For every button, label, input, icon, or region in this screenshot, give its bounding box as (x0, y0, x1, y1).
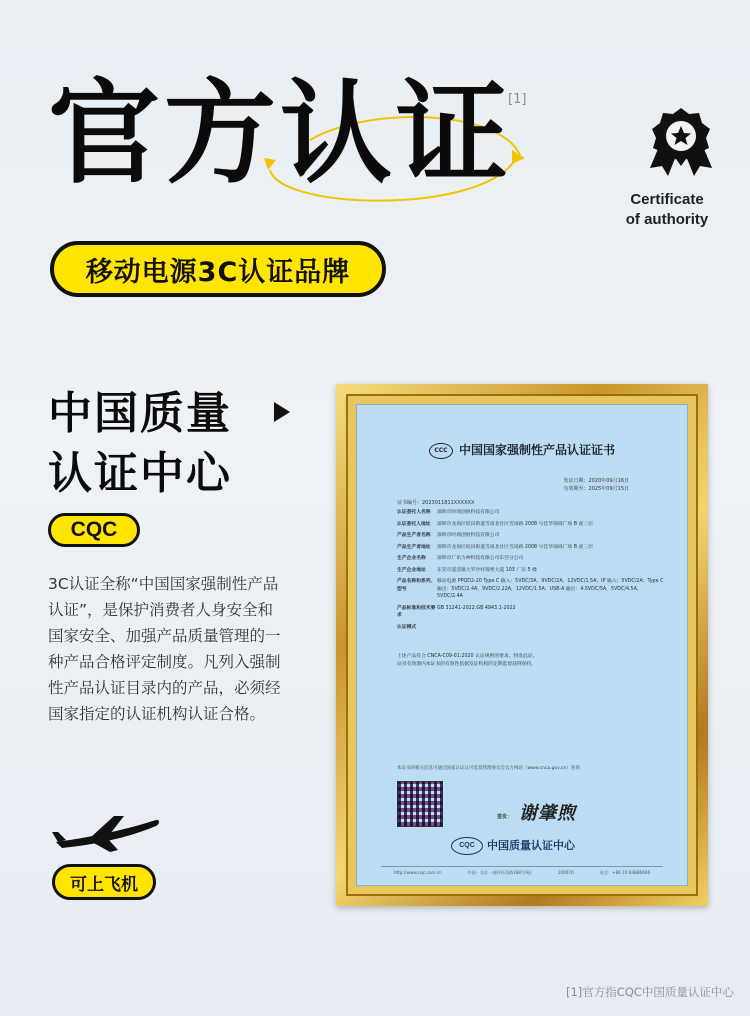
footer-address: 中国 · 北京 · 南四环西路188号9区 (467, 870, 533, 875)
ccc-logo-icon: CCC (429, 443, 453, 459)
brand-certification-pill: 移动电源3C认证品牌 (50, 241, 386, 297)
footer-phone: 电话：+86 10 83886666 (599, 870, 651, 875)
expiry-date: 有效期至：2025年09月15日 (563, 486, 629, 492)
certificate-field: 生产企业地址 东莞市道滘镇大罗沙村锦秀大道 103 厂房 5 楼 (397, 567, 537, 573)
title-reference-marker: [1] (508, 92, 527, 107)
certificate-field: 认证模式 (397, 624, 417, 630)
airplane-icon (52, 812, 162, 854)
cqc-seal-text: 中国质量认证中心 (487, 839, 575, 852)
certificate-footer (381, 866, 663, 876)
certificate-of-authority-label (612, 190, 722, 230)
page-title: 官方认证 (48, 69, 512, 199)
certificate-frame (336, 384, 708, 906)
certificate-notes (397, 653, 659, 669)
airplane-allowed-pill: 可上飞机 (52, 864, 156, 900)
certificate-field: 产品标准和技术要求 GB 31241-2022;GB 4943.1-2022 (397, 605, 516, 618)
certificate-note-1: 上述产品符合 CNCA-C09-01:2020 认证规则的要求，特发此证。 (397, 654, 538, 659)
certificate-heading (357, 441, 687, 459)
signature-label: 签发： (497, 814, 513, 820)
cqc-logo-icon: CQC (451, 837, 483, 855)
certificate-document (356, 404, 688, 886)
certificate-field: 生产企业名称 深圳市广讯力神科技有限公司东莞分公司 (397, 556, 524, 561)
cqc-seal (451, 837, 575, 855)
cqc-badge: CQC (48, 513, 140, 547)
certificate-note-2: 证书有效期内本证书的有效性依据发证机构的定期监督获得保持。 (397, 662, 537, 667)
play-triangle-icon (274, 402, 290, 422)
certificate-field: 产品名称和系列、型号 移动电源 PPQD2-20 Type C 输入：5VDC/3A，9VDC/2A，12VDC/1.5A；IP 输入：5VDC/2A；Type C 输出：5VDC/2.4A，9VDC/2.22A，12VDC/1.5A；USB-A 输出：4.5VDC/5A，5VDC/4.5A，5VDC/2.4A (397, 579, 664, 599)
certificate-heading-text: 中国国家强制性产品认证证书 (458, 443, 615, 457)
certificate-field: 认证委托人地址 深圳市龙岗区坂田街道雪岗北社区雪岗路 2008 号佳华领域广场 B 座三层 (397, 521, 593, 527)
certificate-field: 认证委托人名称 深圳市时商创展科技有限公司 (397, 510, 500, 515)
footer-postcode: 100070 (557, 870, 574, 875)
frame-matting (346, 394, 698, 896)
heading-line-2: 认证中心 (48, 448, 232, 499)
certificate-field: 产品生产者名称 深圳市时商创展科技有限公司 (397, 533, 500, 538)
certificate-dates (564, 477, 629, 493)
footer-website: http://www.cqc.com.cn (393, 870, 442, 875)
section-heading (48, 384, 232, 504)
certificate-field: 产品生产者地址 深圳市龙岗区坂田街道雪岗北社区雪岗路 2008 号佳华领域广场 B 座三层 (397, 544, 593, 550)
footnote: [1]官方指CQC中国质量认证中心 (566, 985, 734, 999)
award-ribbon-icon (646, 104, 716, 180)
certificate-website-note: 本证书的相关信息可通过国家认证认可监督管理委员会官方网站（www.cnca.gov.cn）查询 (397, 766, 580, 771)
certificate-number: 证书编号：2023011811XXXXXX (397, 500, 475, 506)
signature: 谢肇煦 (519, 803, 576, 824)
award-line-1: Certificate (630, 191, 704, 208)
qr-code-icon (397, 781, 443, 827)
issue-date: 发证日期：2020年09月16日 (563, 478, 629, 484)
certification-description: 3C认证全称“中国国家强制性产品认证”，是保护消费者人身安全和国家安全、加强产品质量管理的一种产品合格评定制度。凡列入强制性产品认证目录内的产品，必须经国家指定的认证机构认证合格。 (48, 575, 281, 723)
certificate-fields (397, 509, 665, 635)
heading-line-1: 中国质量 (48, 388, 232, 439)
award-line-2: of authority (625, 211, 709, 228)
